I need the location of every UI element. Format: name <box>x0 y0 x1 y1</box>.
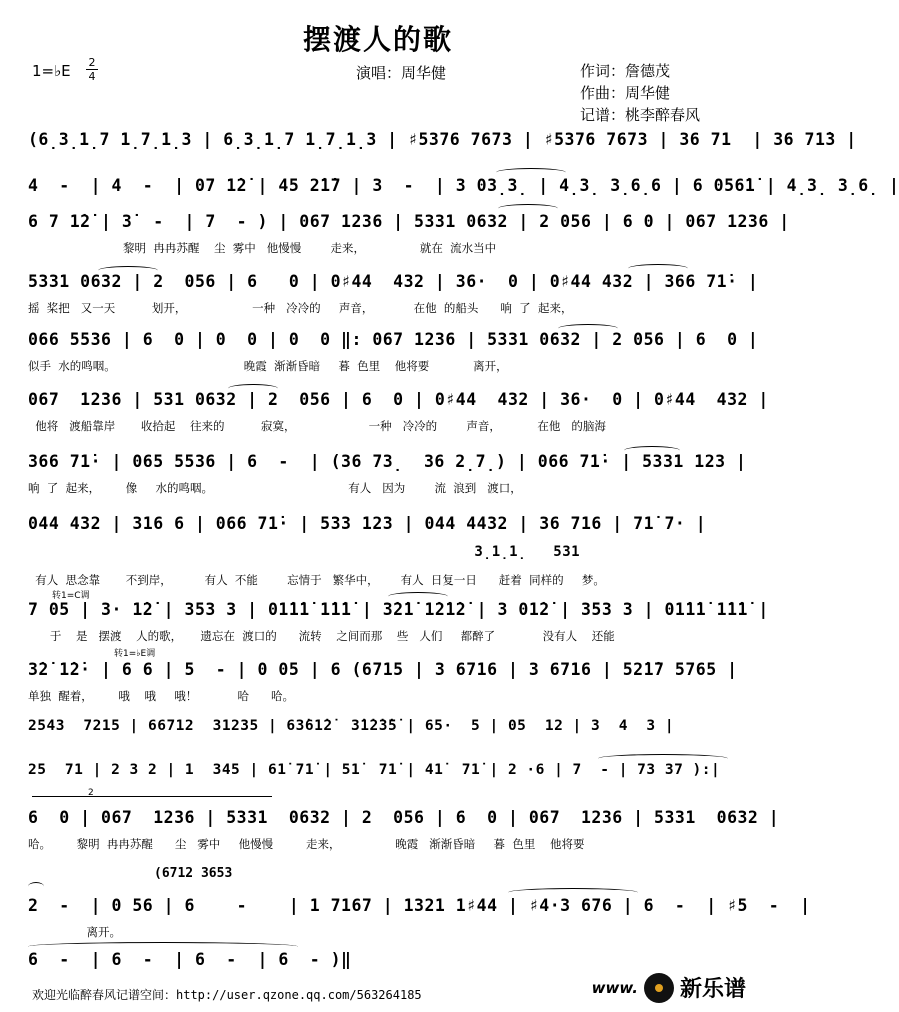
modulation-marker: 转1=C调 <box>52 591 90 601</box>
lyrics-line: 单独 醒着， 哦 哦 哦！ 哈 哈。 <box>28 689 294 703</box>
slur <box>624 446 680 455</box>
slur <box>498 204 558 213</box>
slur <box>228 384 278 393</box>
lyrics-line: 离开。 <box>28 925 121 939</box>
score-system-7 <box>28 452 747 495</box>
score-system-5 <box>28 330 759 373</box>
score-system-6 <box>28 390 769 433</box>
song-title: 摆渡人的歌 <box>302 23 453 56</box>
bracketed-notes: (6712 3653 <box>154 866 233 881</box>
score-system-15 <box>28 866 811 939</box>
notation-line: 3̇2̇ 1̇2̇· | 6 6 | 5 - | 0 05 | 6 (6715 | 3 6716 | 3 6716 | 52̇1̇7 5765 | <box>28 660 738 679</box>
notation-line: 044 432 | 316 6 | 066 71̇· | 533 123 | 044 4432 | 36 716 | 71̇ 7· | <box>28 514 707 533</box>
notation-line: 366 71̇· | 065 5536 | 6 - | (36 73̣ 36 2̣7̣) | 066 71̇· | 5331 123 | <box>28 452 747 471</box>
score-system-14 <box>28 788 780 851</box>
lyricist-credit: 作词：詹德茂 <box>580 62 671 80</box>
footer-text: 欢迎光临醉春风记谱空间：http://user.qzone.qq.com/563264185 <box>32 988 422 1002</box>
composer-credit: 作曲：周华健 <box>580 84 671 102</box>
singer-credit: 演唱：周华健 <box>356 64 447 82</box>
score-system-1 <box>28 130 857 170</box>
transcriber-credit: 记谱：桃李醉春风 <box>580 106 701 124</box>
score-system-3 <box>28 212 790 255</box>
notation-line: 6 7 1̇2̇ | 3̇ - | 7 - ) | 067 1236 | 5331 0632 | 2 056 | 6 0 | 067 1236 | <box>28 212 790 231</box>
slur <box>508 888 638 897</box>
notation-line: 25 71 | 2 3 2 | 1 345 | 61̇ 71̇ | 51̇ 71̇ | 41̇ 71̇ | 2 ·6 | 7 - | 73 37 ):| <box>28 762 721 778</box>
slur <box>496 168 566 177</box>
slur <box>28 942 298 951</box>
slur <box>558 324 618 333</box>
slur <box>28 882 44 891</box>
notation-line: 066 5536 | 6 0 | 0 0 | 0 0 ‖: 067 1236 | 5331 0632 | 2 056 | 6 0 | <box>28 330 759 349</box>
notation-line: 3̣1̣1̣ 531 <box>28 544 581 560</box>
volta-number: 2 <box>88 788 94 798</box>
slur <box>388 592 448 601</box>
lyrics-line: 响 了 起来， 像 水的鸣咽。 有人 因为 流 浪到 渡口， <box>28 481 522 495</box>
logo-www: www. <box>591 978 638 997</box>
slur <box>628 264 688 273</box>
lyrics-line: 摇 桨把 又一天 划开， 一种 冷冷的 声音， 在他 的船头 响 了 起来， <box>28 301 573 315</box>
lyrics-line: 似手 水的鸣咽。 晚霞 渐渐昏暗 暮 色里 他将要 离开， <box>28 359 508 373</box>
notation-line: 4 - | 4 - | 07 1̇2̇ | 45 2̇1̇7 | 3 - | 3 03̣3̣ | 4̣3̣ 3̣6̣6 | 6 056̇1̇ | 4̣3̣ 3̣6̣ | <box>28 176 899 195</box>
score-system-2 <box>28 176 899 216</box>
time-signature-top: 2 <box>88 56 96 69</box>
lyrics-line: 哈。 黎明 冉冉苏醒 尘 雾中 他慢慢 走来， 晚霞 渐渐昏暗 暮 色里 他将要 <box>28 837 585 851</box>
notation-line: (6̣3̣1̣7 1̣7̣1̣3 | 6̣3̣1̣7 1̣7̣1̣3 | ♯5376 7673 | ♯5376 7673 | 36 71 | 36 71̇3 | <box>28 130 857 149</box>
notation-line: 2543 7215 | 66712 31235 | 63̇61̇2̇ 3̇1̇2̇3̇5̇ | 65· 5 | 05 12 | 3 4 3 | <box>28 718 675 734</box>
volta-bracket <box>32 796 272 797</box>
notation-line: 2 - | 0 56 | 6 - | 1 7167 | 1321 1♯44 | ♯4·3 676 | 6 - | ♯5 - | <box>28 896 811 915</box>
notation-line: 6 - | 6 - | 6 - | 6 - )‖ <box>28 950 352 969</box>
lyrics-line: 有人 思念靠 不到岸， 有人 不能 忘情于 繁华中， 有人 日复一日 赶着 同样的 梦。 <box>28 573 605 587</box>
score-system-11 <box>28 649 738 703</box>
modulation-marker: 转1=♭E调 <box>114 649 156 659</box>
score-system-12 <box>28 718 734 758</box>
site-logo <box>592 972 746 1003</box>
notation-line: 5331 0632 | 2 056 | 6 0 | 0♯44 432 | 36· 0 | 0♯44 432 | 366 71̇· | <box>28 272 759 291</box>
time-signature <box>86 57 98 82</box>
slur <box>598 754 728 763</box>
notation-line: 6 0 | 067 1236 | 5331 0632 | 2 056 | 6 0 | 067 1236 | 5331 0632 | <box>28 808 780 827</box>
lyrics-line: 于 是 摆渡 人的歌， 遗忘在 渡口的 流转 之间而那 些 人们 都醉了 没有人 还能 <box>28 629 615 643</box>
slur <box>98 266 158 275</box>
lyrics-line: 他将 渡船靠岸 收拾起 往来的 寂寞， 一种 冷冷的 声音， 在他 的脑海 <box>28 419 606 433</box>
lyrics-line: 黎明 冉冉苏醒 尘 雾中 他慢慢 走来， 就在 流水当中 <box>28 241 497 255</box>
credits-block <box>580 60 700 126</box>
logo-brand: 新乐谱 <box>679 977 746 1002</box>
score-system-10 <box>28 591 769 643</box>
score-system-9 <box>28 544 734 587</box>
music-disc-icon <box>644 973 674 1003</box>
key-signature: 1=♭E <box>32 62 71 80</box>
time-signature-bottom: 4 <box>88 70 96 83</box>
notation-line: 067 1236 | 531 0632 | 2 056 | 6 0 | 0♯44 432 | 36· 0 | 0♯44 432 | <box>28 390 769 409</box>
notation-line: 7 05 | 3· 1̇2̇ | 353 3 | 01̇1̇1̇ 1̇1̇1̇ | 3̇2̇1̇ 1̇2̇1̇2̇ | 3 01̇2̇ | 353 3 | 01̇1̇1̇ 1̇1̇1̇ | <box>28 600 769 619</box>
score-system-4 <box>28 272 759 315</box>
